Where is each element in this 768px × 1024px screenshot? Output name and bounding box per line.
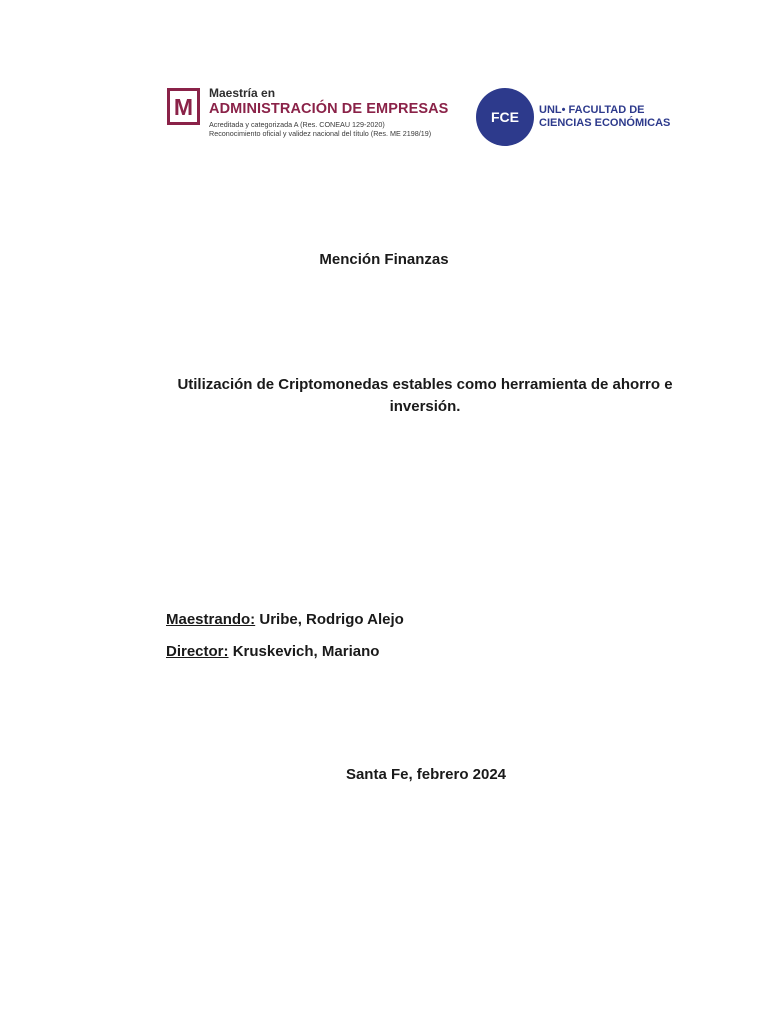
student-role-label: Maestrando: xyxy=(166,611,256,628)
student-line xyxy=(166,611,404,629)
fce-logo-line2: CIENCIAS ECONÓMICAS xyxy=(539,117,671,129)
mba-logo-mark-icon xyxy=(167,88,200,125)
director-role-label: Director: xyxy=(166,643,229,660)
fce-logo-circle-text: FCE xyxy=(491,109,519,125)
mba-logo-line2: ADMINISTRACIÓN DE EMPRESAS xyxy=(209,101,449,117)
fce-logo-line1: UNL• FACULTAD DE xyxy=(539,104,645,116)
fce-logo-circle-icon xyxy=(476,88,534,146)
place-date: Santa Fe, febrero 2024 xyxy=(345,766,507,783)
mba-logo xyxy=(167,86,467,146)
student-name: Uribe, Rodrigo Alejo xyxy=(259,611,404,628)
fce-logo xyxy=(476,88,676,148)
thesis-title: Utilización de Criptomonedas estables como herramienta de ahorro e inversión. xyxy=(177,376,673,415)
director-line xyxy=(166,643,379,661)
director-name: Kruskevich, Mariano xyxy=(232,643,380,660)
mba-logo-mark-letter: M xyxy=(173,94,194,120)
mba-logo-accreditation: Acreditada y categorizada A (Res. CONEAU 129-2020) xyxy=(209,120,385,129)
mba-logo-recognition: Reconocimiento oficial y validez nacional del título (Res. ME 2198/19) xyxy=(209,129,432,138)
mba-logo-line1: Maestría en xyxy=(209,86,276,100)
mention-heading: Mención Finanzas xyxy=(319,251,449,268)
